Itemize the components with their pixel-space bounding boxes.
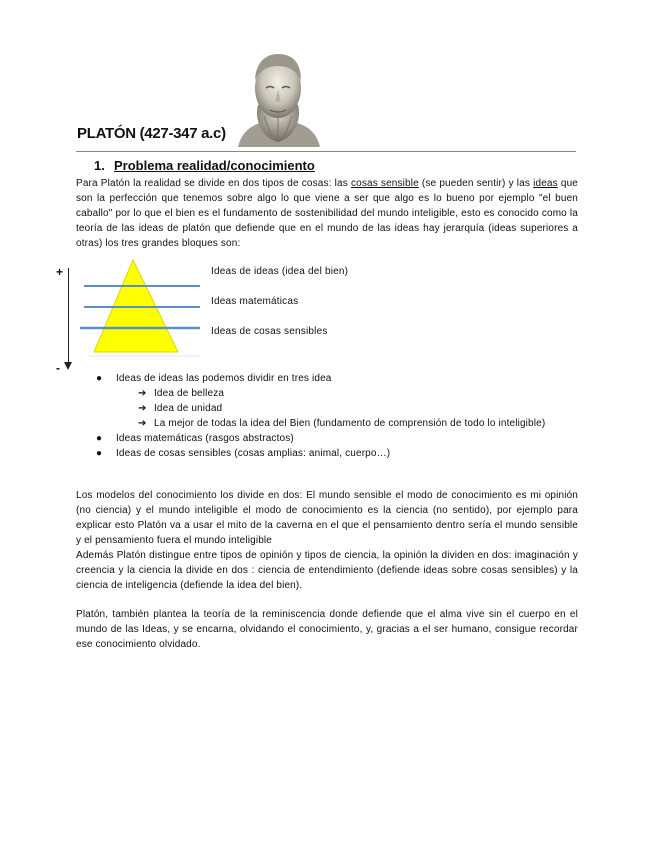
bullet-text: Ideas de ideas las podemos dividir en tres idea	[116, 373, 332, 384]
intro-text-3: que son la perfección que tenemos sobre algo lo que viene a ser que algo es lo bueno por ejemplo "el buen caballo" por lo que el bien es el fundamento de sostenibilidad del mundo inteligible, esto es conocido como la teoría de las ideas de platón que defiende que en el mundo de las ideas hay jerarquía (ideas superiores a otras) los tres grandes bloques son:	[76, 178, 578, 249]
intro-text-1: Para Platón la realidad se divide en dos tipos de cosas: las	[76, 178, 351, 189]
sub-list-item	[138, 401, 578, 416]
section-heading	[94, 158, 315, 173]
section-title: Problema realidad/conocimiento	[114, 158, 315, 173]
intro-paragraph	[76, 176, 578, 251]
hierarchy-arrow-down-icon	[64, 362, 72, 370]
hierarchy-minus-sign: -	[56, 361, 60, 375]
hierarchy-plus-sign: +	[56, 265, 64, 279]
knowledge-models-paragraph: Los modelos del conocimiento los divide en dos: El mundo sensible el modo de conocimiento es mi opinión (no ciencia) y el mundo inteligible el modo de conocimiento es la ciencia (no sentido), por ejemplo para explicar esto Platón va a usar el mito de la caverna en el que el pensamiento dentro sería el mundo sensible y el pensamiento fuera el mundo inteligible	[76, 490, 578, 546]
reminiscence-paragraph: Platón, también plantea la teoría de la reminiscencia donde defiende que el alma vive sin el cuerpo en el mundo de las Ideas, y se encarna, olvidando el conocimiento, y, gracias a el ser humano, consigue recordar ese conocimiento olvidado.	[76, 609, 578, 650]
ideas-bullet-list	[96, 371, 578, 461]
opinion-science-paragraph: Además Platón distingue entre tipos de opinión y tipos de ciencia, la opinión la dividen en dos: imaginación y creencia y la ciencia la divide en dos : ciencia de entendimiento (defiende ideas sobre cosas sensibles) y la ciencia de inteligencia (defiende la idea del bien).	[76, 550, 578, 591]
bullet-dot-icon: ●	[96, 433, 103, 444]
sub-list	[116, 386, 578, 431]
level-label-ideas-cosas-sensibles: Ideas de cosas sensibles	[211, 326, 328, 337]
level-label-ideas-matematicas: Ideas matemáticas	[211, 296, 299, 307]
arrow-right-icon: ➔	[138, 388, 147, 399]
bullet-dot-icon: ●	[96, 448, 103, 459]
sub-item-text: La mejor de todas la idea del Bien (fundamento de comprensión de todo lo inteligible)	[154, 418, 546, 429]
page-title: PLATÓN (427-347 a.c)	[77, 125, 226, 142]
arrow-right-icon: ➔	[138, 403, 147, 414]
list-item	[96, 431, 578, 446]
title-divider	[76, 151, 576, 152]
sub-item-text: Idea de belleza	[154, 388, 225, 399]
section-number: 1.	[94, 158, 105, 173]
list-item	[96, 371, 578, 431]
sub-list-item	[138, 416, 578, 431]
intro-underline-ideas: ideas	[533, 178, 558, 189]
arrow-right-icon: ➔	[138, 418, 147, 429]
bullet-dot-icon: ●	[96, 373, 103, 384]
bullet-text: Ideas de cosas sensibles (cosas amplias: animal, cuerpo…)	[116, 448, 391, 459]
hierarchy-arrow-line	[68, 268, 69, 364]
intro-underline-cosas-sensible: cosas sensible	[350, 178, 419, 189]
sub-list-item	[138, 386, 578, 401]
sub-item-text: Idea de unidad	[154, 403, 223, 414]
plato-bust-image	[228, 50, 328, 147]
intro-text-2: (se pueden sentir) y las	[418, 178, 534, 189]
list-item	[96, 446, 578, 461]
level-label-ideas-de-ideas: Ideas de ideas (idea del bien)	[211, 266, 349, 277]
bullet-text: Ideas matemáticas (rasgos abstractos)	[116, 433, 294, 444]
ideas-pyramid-diagram	[78, 256, 208, 360]
